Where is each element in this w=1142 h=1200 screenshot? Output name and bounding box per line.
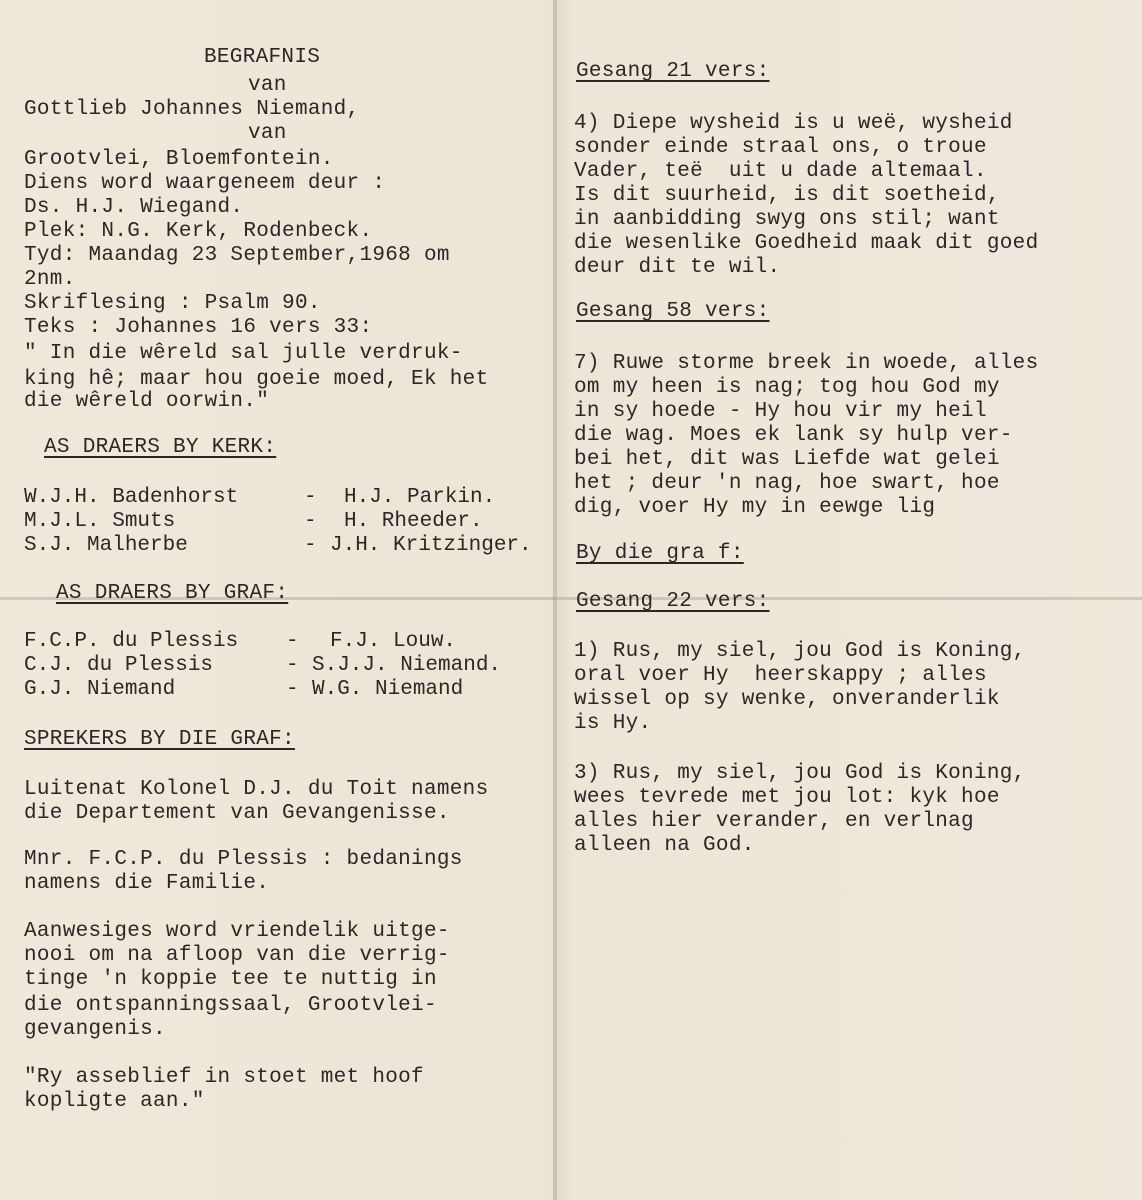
- time-line-2: 2nm.: [24, 268, 76, 291]
- deceased-place: Grootvlei, Bloemfontein.: [24, 148, 334, 171]
- hymn-58-line: om my heen is nag; tog hou God my: [574, 376, 1000, 399]
- service-line: Diens word waargeneem deur :: [24, 172, 386, 195]
- quote-line-2: king hê; maar hou goeie moed, Ek het: [24, 368, 489, 391]
- attendees-line-1: Aanwesiges word vriendelik uitge-: [24, 920, 450, 943]
- grave-bearer-left: F.C.P. du Plessis: [24, 630, 239, 653]
- church-bearer-left: M.J.L. Smuts: [24, 510, 176, 533]
- hymn-58-line: het ; deur 'n nag, hoe swart, hoe: [574, 472, 1000, 495]
- hymn-21-line: deur dit te wil.: [574, 256, 781, 279]
- speaker-1-line-2: die Departement van Gevangenisse.: [24, 802, 450, 825]
- grave-bearer-right: S.J.J. Niemand.: [312, 654, 502, 677]
- hymn-22-verse-3-line: alleen na God.: [574, 834, 755, 857]
- hymn-58-line: bei het, dit was Liefde wat gelei: [574, 448, 1000, 471]
- grave-bearer-sep: -: [286, 630, 299, 653]
- hymn-58-line: die wag. Moes ek lank sy hulp ver-: [574, 424, 1013, 447]
- van-line-1: van: [248, 74, 287, 97]
- grave-bearer-sep: -: [286, 654, 299, 677]
- at-grave-heading: By die gra f:: [576, 542, 744, 565]
- hymn-21-line: in aanbidding swyg ons stil; want: [574, 208, 1000, 231]
- attendees-line-2: nooi om na afloop van die verrig-: [24, 944, 450, 967]
- hymn-21-line: Is dit suurheid, is dit soetheid,: [574, 184, 1000, 207]
- deceased-name: Gottlieb Johannes Niemand,: [24, 98, 360, 121]
- hymn-22-verse-3-line: wees tevrede met jou lot: kyk hoe: [574, 786, 1000, 809]
- minister: Ds. H.J. Wiegand.: [24, 196, 244, 219]
- attendees-line-5: gevangenis.: [24, 1018, 166, 1041]
- grave-bearer-sep: -: [286, 678, 299, 701]
- grave-bearer-right: F.J. Louw.: [330, 630, 457, 653]
- hymn-21-line: Vader, teë uit u dade altemaal.: [574, 160, 987, 183]
- hymn-21-line: sonder einde straal ons, o troue: [574, 136, 987, 159]
- speaker-2-line-1: Mnr. F.C.P. du Plessis : bedanings: [24, 848, 463, 871]
- church-bearers-heading: AS DRAERS BY KERK:: [44, 436, 277, 459]
- speaker-2-line-2: namens die Familie.: [24, 872, 270, 895]
- church-bearer-right: H.J. Parkin.: [344, 486, 496, 509]
- time-line-1: Tyd: Maandag 23 September,1968 om: [24, 244, 450, 267]
- scripture-reading: Skriflesing : Psalm 90.: [24, 292, 321, 315]
- hymn-22-heading: Gesang 22 vers:: [576, 590, 770, 613]
- hymn-58-line: 7) Ruwe storme breek in woede, alles: [574, 352, 1039, 375]
- hymn-21-line: 4) Diepe wysheid is u weë, wysheid: [574, 112, 1013, 135]
- speakers-heading: SPREKERS BY DIE GRAF:: [24, 728, 295, 751]
- hymn-22-verse-1-line: oral voer Hy heerskappy ; alles: [574, 664, 987, 687]
- hymn-21-heading: Gesang 21 vers:: [576, 60, 770, 83]
- quote-line-3: die wêreld oorwin.": [24, 390, 270, 413]
- quote-line-1: " In die wêreld sal julle verdruk-: [24, 342, 463, 365]
- van-line-2: van: [248, 122, 287, 145]
- procession-note-line-1: "Ry asseblief in stoet met hoof: [24, 1066, 424, 1089]
- speaker-1-line-1: Luitenat Kolonel D.J. du Toit namens: [24, 778, 489, 801]
- hymn-22-verse-3-line: 3) Rus, my siel, jou God is Koning,: [574, 762, 1026, 785]
- hymn-22-verse-1-line: 1) Rus, my siel, jou God is Koning,: [574, 640, 1026, 663]
- attendees-line-3: tinge 'n koppie tee te nuttig in: [24, 968, 437, 991]
- church-bearer-left: W.J.H. Badenhorst: [24, 486, 239, 509]
- hymn-22-verse-3-line: alles hier verander, en verlnag: [574, 810, 974, 833]
- church-bearer-right: H. Rheeder.: [344, 510, 483, 533]
- text-reference: Teks : Johannes 16 vers 33:: [24, 316, 373, 339]
- grave-bearer-left: C.J. du Plessis: [24, 654, 214, 677]
- hymn-58-line: in sy hoede - Hy hou vir my heil: [574, 400, 987, 423]
- attendees-line-4: die ontspanningssaal, Grootvlei-: [24, 994, 437, 1017]
- procession-note-line-2: kopligte aan.": [24, 1090, 205, 1113]
- hymn-22-verse-1-line: is Hy.: [574, 712, 652, 735]
- hymn-58-line: dig, voer Hy my in eewge lig: [574, 496, 936, 519]
- church-bearer-left: S.J. Malherbe: [24, 534, 188, 557]
- grave-bearers-heading: AS DRAERS BY GRAF:: [56, 582, 289, 605]
- grave-bearer-right: W.G. Niemand: [312, 678, 464, 701]
- venue: Plek: N.G. Kerk, Rodenbeck.: [24, 220, 373, 243]
- church-bearer-sep: -: [304, 534, 317, 557]
- church-bearer-sep: -: [304, 486, 317, 509]
- grave-bearer-left: G.J. Niemand: [24, 678, 176, 701]
- document-title: BEGRAFNIS: [204, 46, 321, 69]
- church-bearer-right: J.H. Kritzinger.: [330, 534, 532, 557]
- hymn-21-line: die wesenlike Goedheid maak dit goed: [574, 232, 1039, 255]
- vertical-fold-crease: [553, 0, 557, 1200]
- church-bearer-sep: -: [304, 510, 317, 533]
- hymn-58-heading: Gesang 58 vers:: [576, 300, 770, 323]
- hymn-22-verse-1-line: wissel op sy wenke, onveranderlik: [574, 688, 1000, 711]
